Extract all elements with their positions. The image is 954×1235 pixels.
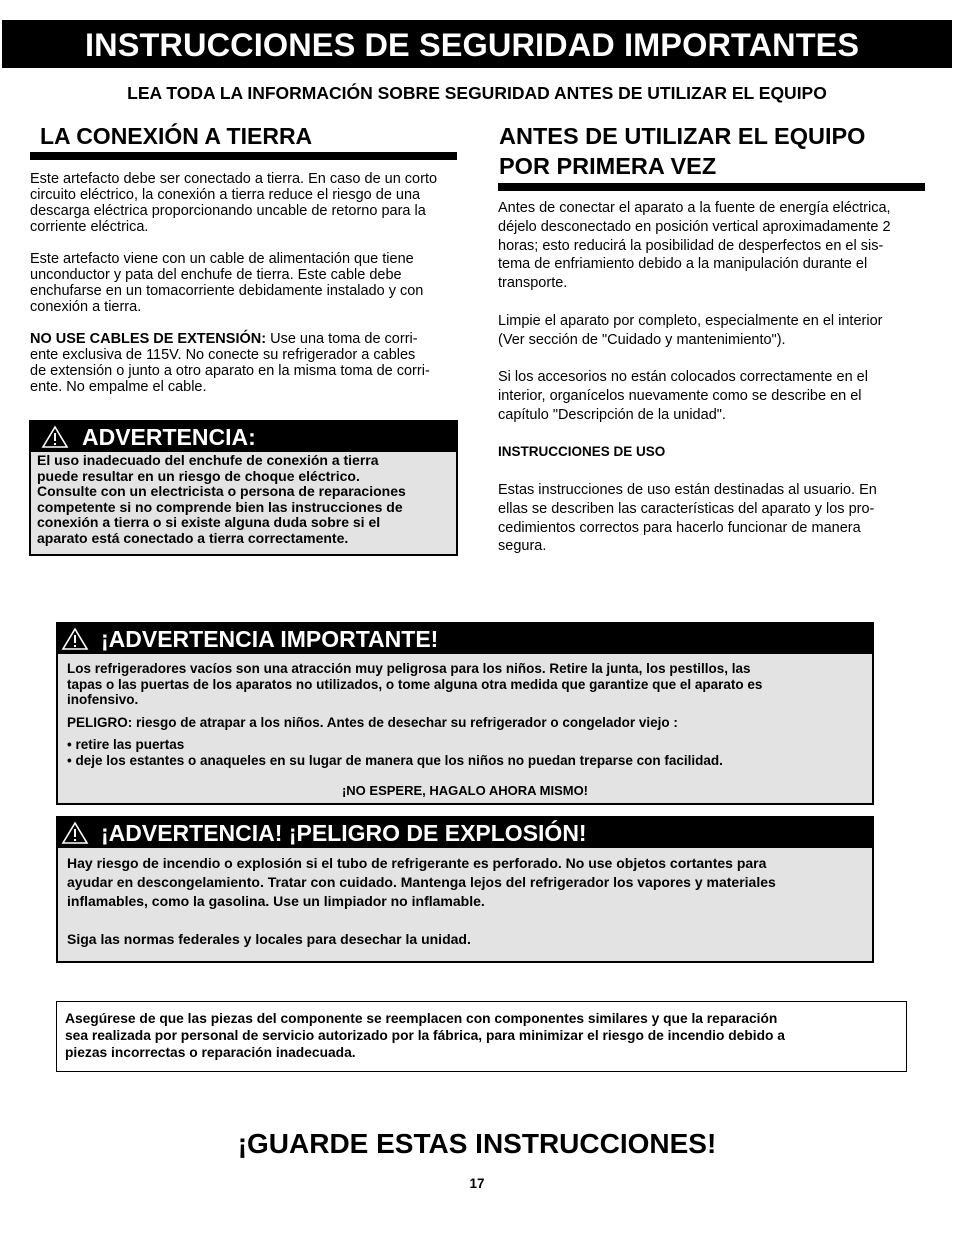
first-use-heading: ANTES DE UTILIZAR EL EQUIPO POR PRIMERA VEZ (499, 123, 866, 179)
important-warning-title: ¡ADVERTENCIA IMPORTANTE! (101, 625, 439, 652)
usage-instructions-heading: INSTRUCCIONES DE USO (498, 444, 666, 460)
first-use-rule (498, 183, 925, 191)
grounding-rule (30, 152, 457, 160)
warning-triangle-icon (61, 627, 89, 651)
parts-notice-box (56, 1001, 907, 1072)
warning-triangle-icon (41, 425, 69, 449)
first-use-text (498, 199, 938, 556)
grounding-para3: NO USE CABLES DE EXTENSIÓN: Use una toma de corri- ente exclusiva de 115V. No conecte su refrigerador a cables de extensión o junto a otro aparato en la misma toma de corri- ente. No empalme el cable. (30, 331, 430, 395)
page-number: 17 (469, 1176, 485, 1191)
explosion-warning-title: ¡ADVERTENCIA! ¡PELIGRO DE EXPLOSIÓN! (101, 819, 587, 846)
save-instructions-title: ¡GUARDE ESTAS INSTRUCCIONES! (237, 1128, 717, 1159)
first-use-para4: Estas instrucciones de uso están destinadas al usuario. En ellas se describen las características del aparato y los pro- cedimientos correctos para hacerlo funcionar de manera segura. (498, 481, 877, 555)
grounding-warning-box (29, 420, 458, 556)
page-title: INSTRUCCIONES DE SEGURIDAD IMPORTANTES (2, 20, 952, 68)
explosion-warning-box (56, 816, 874, 963)
grounding-heading: LA CONEXIÓN A TIERRA (40, 123, 313, 149)
important-warning-box (56, 622, 874, 805)
warning-triangle-icon (61, 821, 89, 845)
grounding-warning-text: El uso inadecuado del enchufe de conexión a tierra puede resultar en un riesgo de choque eléctrico. Consulte con un electricista o persona de reparaciones competente si no comprende bien las instrucciones de conexión a tierra o si existe alguna duda sobre si el aparato está conectado a tierra correctamente. (37, 452, 406, 546)
first-use-para2: Limpie el aparato por completo, especialmente en el interior (Ver sección de "Cuidado y mantenimiento"). (498, 312, 883, 348)
grounding-text (30, 171, 460, 395)
parts-notice-text: Asegúrese de que las piezas del componente se reemplacen con componentes similares y que la reparación sea realizada por personal de servicio autorizado por la fábrica, para minimizar el riesgo de incendio debido a piezas incorrectas o reparación inadecuada. (65, 1011, 785, 1060)
grounding-para1: Este artefacto debe ser conectado a tierra. En caso de un corto circuito eléctrico, la conexión a tierra reduce el riesgo de una descarga eléctrica proporcionando uncable de retorno para la corriente eléctrica. (30, 171, 438, 235)
important-warning-header (58, 624, 872, 654)
important-warning-closing: ¡NO ESPERE, HAGALO AHORA MISMO! (341, 783, 589, 798)
grounding-para2: Este artefacto viene con un cable de alimentación que tiene unconductor y pata del enchufe de tierra. Este cable debe enchufarse en un tomacorriente debidamente instalado y con conexión a tierra. (30, 251, 424, 315)
page-subtitle: LEA TODA LA INFORMACIÓN SOBRE SEGURIDAD ANTES DE UTILIZAR EL EQUIPO (127, 83, 827, 103)
explosion-warning-text: Hay riesgo de incendio o explosión si el tubo de refrigerante es perforado. No use objetos cortantes para ayudar en descongelamiento. Tratar con cuidado. Mantenga lejos del refrigerador los vapores y materiales inflamables, como la gasolina. Use un limpiador no inflamable. Siga las normas federales y locales para desechar la unidad. (67, 855, 776, 947)
extension-cord-label: NO USE CABLES DE EXTENSIÓN: (30, 331, 267, 347)
first-use-para1: Antes de conectar el aparato a la fuente de energía eléctrica, déjelo desconectado en posición vertical aproximadamente 2 horas; esto reducirá la posibilidad de desperfectos en el sis- tema de enfriamiento debido a la manipulación durante el transporte. (498, 200, 891, 292)
grounding-warning-header (31, 422, 456, 452)
first-use-para3: Si los accesorios no están colocados correctamente en el interior, organícelos nuevamente como se describe en el capítulo "Descripción de la unidad". (498, 369, 868, 423)
grounding-warning-title: ADVERTENCIA: (82, 423, 256, 450)
explosion-warning-header (58, 818, 872, 848)
important-warning-text: Los refrigeradores vacíos son una atracción muy peligrosa para los niños. Retire la junta, los pestillos, las tapas o las puertas de los aparatos no utilizados, o tome alguna otra medida que garantize que el aparato es inofensivo. PELIGRO: riesgo de atrapar a los niños. Antes de desechar su refrigerador o congelador viejo : • retire las puertas • deje los estantes o anaqueles en su lugar de manera que los niños no puedan treparse con facilidad. ¡NO ESPERE, HAGALO AHORA MISMO! (58, 654, 872, 799)
